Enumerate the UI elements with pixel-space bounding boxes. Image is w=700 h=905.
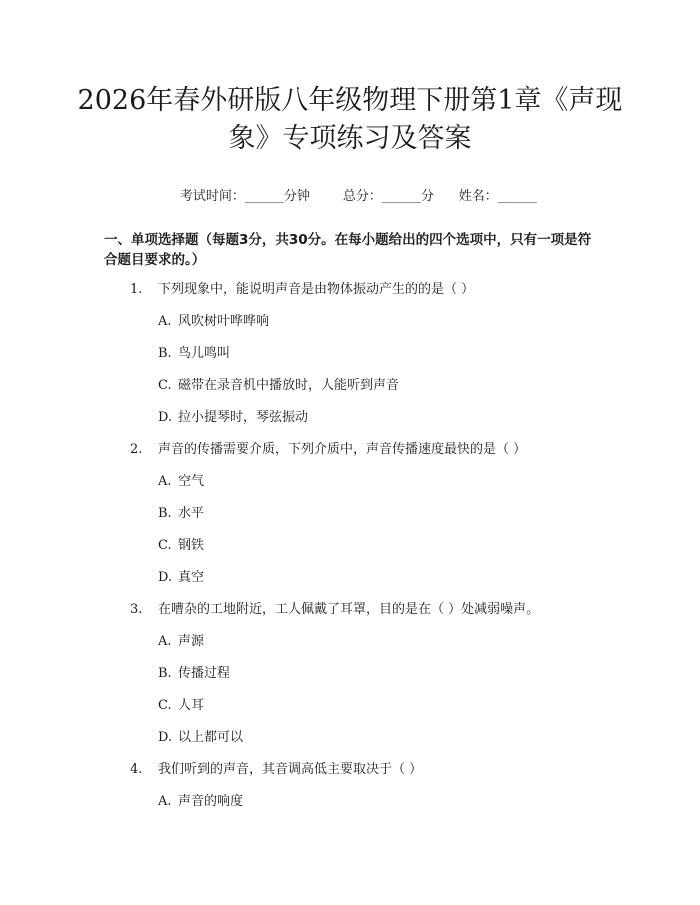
option-letter: A.: [158, 314, 172, 329]
option-letter: C.: [158, 698, 172, 713]
option-text: 传播过程: [178, 666, 231, 681]
option-text: 空气: [178, 474, 205, 489]
question-text: 在嘈杂的工地附近，工人佩戴了耳罩，目的是在（ ）处减弱噪声。: [158, 602, 540, 617]
total-score-label: 总分：______分: [342, 189, 434, 204]
option-text: 声音的响度: [178, 794, 244, 809]
option-text: 风吹树叶哗哗响: [178, 314, 270, 329]
option-text: 鸟儿鸣叫: [178, 346, 231, 361]
option-letter: A.: [158, 794, 172, 809]
option-letter: A.: [158, 474, 172, 489]
option-text: 声源: [178, 634, 205, 649]
question-number: 4.: [130, 762, 143, 777]
option-text: 磁带在录音机中播放时，人能听到声音: [178, 378, 400, 393]
option-text: 拉小提琴时，琴弦振动: [178, 410, 309, 425]
exam-meta-line: [0, 170, 700, 224]
question-text: 声音的传播需要介质，下列介质中，声音传播速度最快的是（ ）: [158, 442, 527, 457]
option-letter: D.: [158, 410, 173, 425]
option-letter: D.: [158, 730, 173, 745]
question-number: 1.: [130, 282, 143, 297]
option-letter: B.: [158, 666, 172, 681]
option-letter: B.: [158, 506, 172, 521]
question-number: 3.: [130, 602, 143, 617]
student-name-label: 姓名：______: [458, 189, 537, 204]
option-letter: A.: [158, 634, 172, 649]
exam-time-label: 考试时间：______分钟: [179, 189, 310, 204]
option-text: 水平: [178, 506, 205, 521]
question-text: 我们听到的声音，其音调高低主要取决于（ ）: [158, 762, 423, 777]
page-title: 2026年春外研版八年级物理下册第1章《声现象》专项练习及答案: [77, 85, 623, 154]
option-letter: B.: [158, 346, 172, 361]
option-text: 以上都可以: [178, 730, 244, 745]
option-letter: C.: [158, 378, 172, 393]
option-letter: D.: [158, 570, 173, 585]
option-text: 真空: [178, 570, 205, 585]
option-letter: C.: [158, 538, 172, 553]
section-heading: 一、单项选择题（每题3分，共30分。在每小题给出的四个选项中，只有一项是符合题目要求的。）: [104, 232, 592, 268]
option-text: 人耳: [178, 698, 205, 713]
question-number: 2.: [130, 442, 143, 457]
question-text: 下列现象中，能说明声音是由物体振动产生的的是（ ）: [158, 282, 475, 297]
option-text: 钢铁: [178, 538, 205, 553]
